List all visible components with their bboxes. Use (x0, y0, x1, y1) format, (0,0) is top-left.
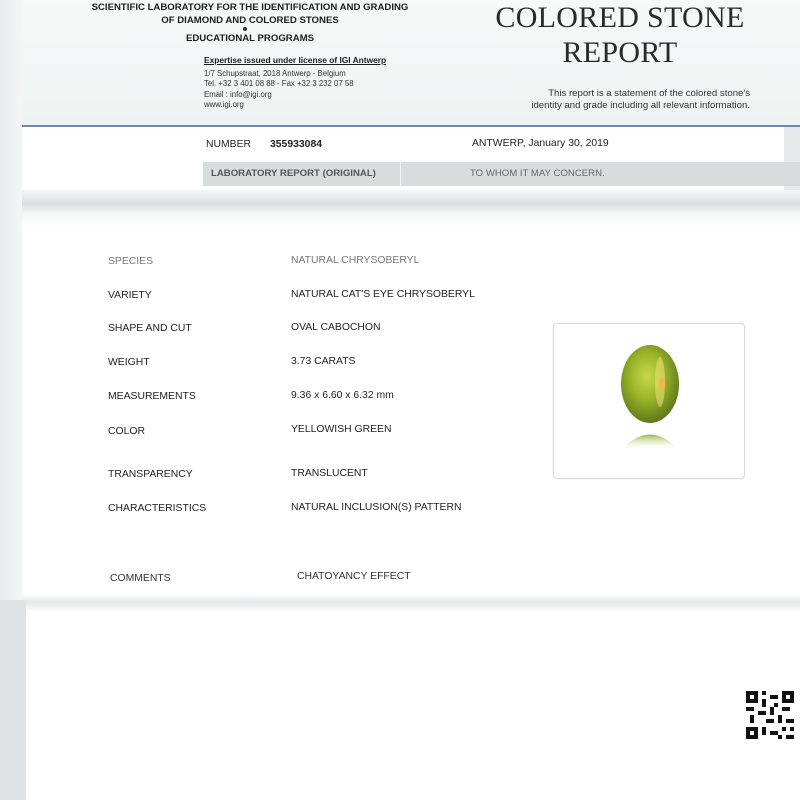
paper-fold-top (22, 190, 800, 230)
lab-email: Email : info@igi.org (204, 89, 272, 99)
shape-value: OVAL CABOCHON (291, 322, 381, 333)
lab-title-line1: SCIENTIFIC LABORATORY FOR THE IDENTIFICATION AND GRADING (91, 2, 409, 13)
transparency-label: TRANSPARENCY (108, 469, 193, 480)
stone-photo (553, 323, 745, 479)
lab-contact (204, 69, 354, 110)
comments-label: COMMENTS (110, 573, 171, 584)
weight-value: 3.73 CARATS (291, 356, 356, 367)
lab-phone: Tel. +32 3 401 08 88 - Fax +32 3 232 07 58 (204, 79, 354, 89)
transparency-value: TRANSLUCENT (291, 468, 368, 479)
report-date: ANTWERP, January 30, 2019 (472, 138, 609, 149)
report-description-line2: identity and grade including all relevant information. (531, 100, 750, 111)
characteristics-value: NATURAL INCLUSION(S) PATTERN (291, 502, 462, 513)
qr-code-graphic (746, 691, 794, 739)
license-statement: Expertise issued under license of IGI Antwerp (204, 55, 387, 65)
report-type-label: LABORATORY REPORT (ORIGINAL) (211, 168, 376, 179)
report-description-line1: This report is a statement of the colored stone's (548, 88, 750, 99)
measurements-value: 9.36 x 6.60 x 6.32 mm (291, 390, 394, 401)
bullet-dot (243, 27, 247, 31)
color-value: YELLOWISH GREEN (291, 424, 392, 435)
stone-highlight (659, 378, 665, 390)
lab-title-line2: OF DIAMOND AND COLORED STONES (161, 14, 339, 26)
lab-programs: EDUCATIONAL PROGRAMS (185, 33, 315, 44)
comments-value: CHATOYANCY EFFECT (297, 571, 411, 582)
report-description (480, 88, 750, 112)
color-label: COLOR (108, 426, 145, 437)
shape-label: SHAPE AND CUT (108, 323, 192, 334)
report-addressee: TO WHOM IT MAY CONCERN. (470, 168, 605, 179)
report-type-bar-divider (400, 162, 401, 186)
lab-address: 1/7 Schupstraat, 2018 Antwerp - Belgium (204, 69, 346, 78)
variety-label: VARIETY (108, 290, 152, 301)
stone-image (554, 324, 744, 478)
left-fold (0, 600, 26, 800)
weight-label: WEIGHT (108, 357, 150, 368)
stone-reflection (621, 435, 679, 451)
qr-code-icon (746, 691, 794, 739)
lab-title (80, 2, 420, 27)
report-title-line1: COLORED STONE (495, 1, 745, 34)
lab-website: www.igi.org (204, 99, 244, 109)
report-title-line2: REPORT (562, 36, 678, 69)
header-divider (22, 125, 800, 127)
report-title (480, 0, 760, 70)
characteristics-label: CHARACTERISTICS (108, 503, 207, 514)
report-number-label: NUMBER (206, 139, 252, 150)
measurements-label: MEASUREMENTS (108, 391, 196, 402)
species-value: NATURAL CHRYSOBERYL (291, 255, 420, 266)
report-number: 355933084 (270, 139, 323, 150)
cabochon-stone (621, 345, 679, 423)
variety-value: NATURAL CAT'S EYE CHRYSOBERYL (291, 289, 475, 300)
species-label: SPECIES (108, 256, 154, 267)
paper-fold-bottom (22, 594, 800, 610)
